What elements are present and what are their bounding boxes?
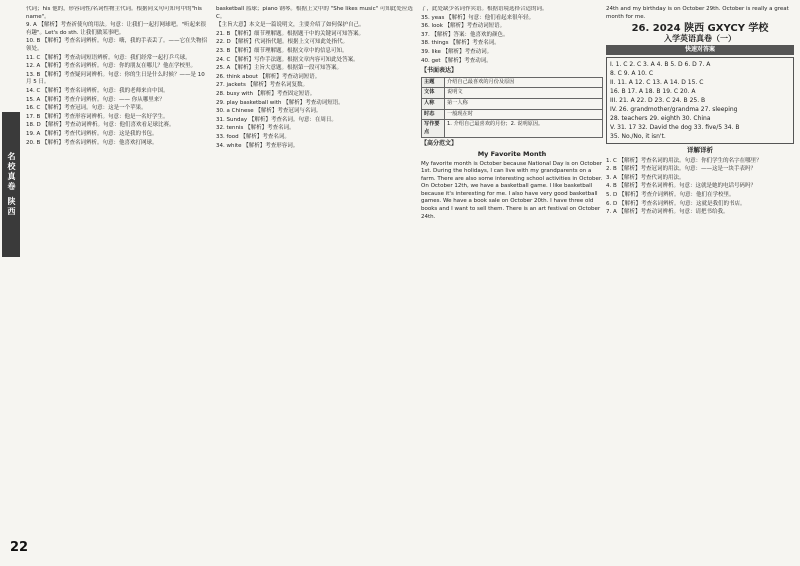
paragraph: 38. things 【解析】考查名词。 [421,40,500,47]
paragraph: 37. 【解析】答案：他喜欢的颜色。 [421,31,509,38]
answer-line: 16. B 17. A 18. B 19. C 20. A [610,87,696,95]
paragraph: 26. think about 【解析】考查动词短语。 [216,73,321,80]
answer-bar: 快速对答案 [606,45,794,55]
paragraph: 5. D 【解析】考查介词辨析。句意：他们在学校里。 [606,191,735,198]
side-tab: 名校真卷 陕西 [2,112,20,257]
paragraph: 33. food 【解析】考查名词。 [216,133,290,140]
table-cell: 一般现在时 [445,109,603,120]
answer-line: I. 1. C 2. C 3. A 4. B 5. D 6. D 7. A [610,60,711,68]
paragraph: 29. play basketball with 【解析】考查动词短语。 [216,99,344,106]
paragraph: 19. A 【解析】考查代词辨析。句意：这是我的书包。 [26,130,158,137]
column-2 [216,6,416,554]
column-1 [26,6,209,546]
paragraph: basketball 篮球；piano 钢琴。根据上文中的 "She likes music" 可知此处应选 C。 [216,6,413,20]
paragraph: 4. B 【解析】考查名词辨析。句意：这就是她的电话号码吗？ [606,183,757,190]
paragraph: 21. B 【解析】细节理解题。根据题干中的关键词可知答案。 [216,30,365,37]
table-cell: 1. 介绍自己最喜欢的月份；2. 说明原因。 [445,120,603,138]
table-row [422,77,603,88]
table-head-cell: 文体 [422,88,445,99]
paragraph: 代词；his 他的，形容词性/名词性物主代词。根据同义句可知句中的"his name"。 [26,6,202,20]
paragraph: 【主旨大意】本文是一篇说明文，主要介绍了如何保护自己。 [216,22,365,29]
paragraph: 14. C 【解析】考查名词辨析。句意：我的老师来自中国。 [26,87,169,94]
analysis-heading: 详解详析 [687,145,713,154]
paragraph: 39. like 【解析】考查动词。 [421,48,493,55]
table-row [422,109,603,120]
answer-line: V. 31. 17 32. David the dog 33. five/5 34. B [610,123,740,131]
paragraph: 22. D 【解析】代词指代题。根据上文可知此处指代。 [216,39,348,46]
answer-line: II. 11. A 12. C 13. A 14. D 15. C [610,78,704,86]
paragraph: 35. yeas 【解析】句意：他们看起来很年轻。 [421,14,535,21]
col4-top-text: 24th and my birthday is on October 29th. October is really a great month for me. [606,6,789,20]
paragraph: 3. A 【解析】考查代词的用法。 [606,174,685,181]
paragraph: 15. A 【解析】考查介词辨析。句意：—— 你从哪里来？ [26,96,165,103]
paragraph: 25. A 【解析】主旨大意题。根据第一段可知答案。 [216,65,343,72]
paragraph: 6. D 【解析】考查名词辨析。句意：这就是我们的书店。 [606,200,746,207]
answer-line: 28. teachers 29. eighth 30. China [610,114,711,122]
table-row [422,120,603,138]
table-cell: 说明文 [445,88,603,99]
paragraph: 了，此处缺少名词作宾语。根据语境选择合适的词。 [421,6,548,12]
paragraph: 20. B 【解析】考查名词辨析。句意：他喜欢打网球。 [26,139,158,146]
writing-table [421,77,603,139]
answer-line: 35. No./No, it isn't. [610,132,666,140]
answer-box [606,57,794,144]
paragraph: 28. busy with 【解析】考查固定短语。 [216,90,316,97]
paragraph: 18. D 【解析】考查动词辨析。句意：他们喜欢看足球比赛。 [26,122,175,129]
table-head-cell: 写作要点 [422,120,445,138]
answer-line: 8. C 9. A 10. C [610,69,654,77]
paragraph: 13. B 【解析】考查疑问词辨析。句意：你的生日是什么时候？——是 10 月 5 日。 [26,71,205,86]
paragraph: 30. a Chinese 【解析】考查冠词与名词。 [216,108,322,115]
paragraph: 7. A 【解析】考查动词辨析。句意：请把书给我。 [606,209,729,216]
answer-line: IV. 26. grandmother/grandma 27. sleeping [610,105,738,113]
paragraph: 12. A 【解析】考查名词辨析。句意：你的朋友在哪儿？他在学校里。 [26,63,197,70]
exam-subtitle: 入学英语真卷（一） [664,33,736,43]
paragraph: 17. B 【解析】考查形容词辨析。句意：他是一名好学生。 [26,113,169,120]
paragraph: 36. look 【解析】考查动词短语。 [421,23,506,30]
paragraph: 2. B 【解析】考查冠词的用法。句意：——这是一块手表吗？ [606,166,757,173]
exam-title: 26. 2024 陕西 GXYCY 学校 [631,23,769,35]
paragraph: 16. C 【解析】考查冠词。句意：这是一个苹果。 [26,105,147,112]
paragraph: 11. C 【解析】考查动词短语辨析。句意：我们经常一起打乒乓球。 [26,54,191,61]
table-heading: 【书面表达】 [421,67,458,75]
column-3 [421,6,603,554]
paragraph: 10. B 【解析】考查名词辨析。句意：嗨，我的手表丢了。——它在失物招领处。 [26,38,208,52]
paragraph: 27. jackets 【解析】考查名词复数。 [216,82,309,89]
essay-title: My Favorite Month [477,149,547,158]
table-row [422,98,603,109]
paragraph: 1. C 【解析】考查名词的用法。句意：你们学生的名字在哪里？ [606,157,762,164]
table-row [422,88,603,99]
paragraph: 32. tennis 【解析】考查名词。 [216,125,295,132]
table-cell: 第一人称 [445,98,603,109]
paragraph: 24. C 【解析】写作手法题。根据文章内容可知此处答案。 [216,56,359,63]
essay-text: My favorite month is October because National Day is on October 1st. During the holidays, I can live with my grandparents on a farm. There are also some interesting school activities in October. On October 12th, we have a basketball game. I like basketball because it's interesting for me. I also have very good basketball games. We have a book sale on October 20th. I have three old books and I want to sell them. There is an art festival on October 24th. [421,160,603,220]
page-number: 22 [10,540,29,555]
table-head-cell: 时态 [422,109,445,120]
paragraph: 23. B 【解析】细节理解题。根据文章中的信息可知。 [216,47,348,54]
table-cell: 介绍自己最喜欢的月份及原因 [445,77,603,88]
paragraph: 31. Sunday 【解析】考查名词。句意：在周日。 [216,116,337,123]
paragraph: 9. A 【解析】考查祈使句的用法。句意：让我们一起打网球吧。"听起来很有趣"。Let's do sth. 让我们做某事吧。 [26,22,207,36]
paragraph: 40. get 【解析】考查动词。 [421,57,492,64]
essay-heading: 【高分范文】 [421,140,458,148]
paragraph: 34. white 【解析】考查形容词。 [216,142,299,149]
column-4 [606,6,794,554]
answer-line: III. 21. A 22. D 23. C 24. B 25. B [610,96,706,104]
table-head-cell: 主题 [422,77,445,88]
table-head-cell: 人称 [422,98,445,109]
